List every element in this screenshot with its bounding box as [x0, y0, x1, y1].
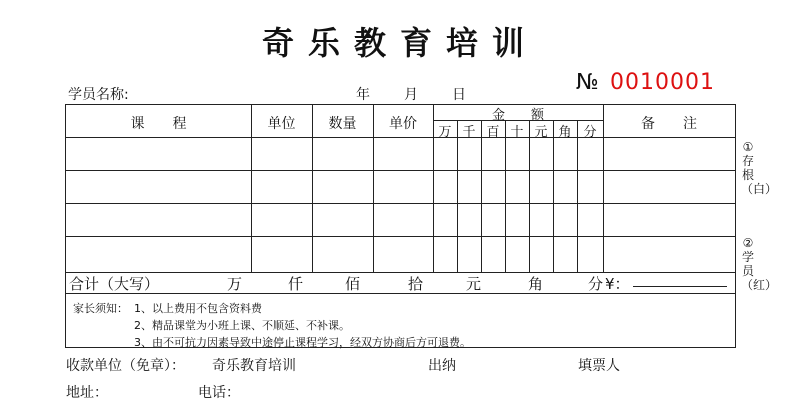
total-top-line — [66, 272, 735, 273]
header-remark: 备 注 — [641, 116, 697, 132]
total-yen-label: ¥： — [605, 275, 630, 293]
payee-label: 收款单位（免章）： — [66, 358, 185, 374]
digit-line-5 — [553, 120, 554, 272]
cashier-label: 出纳 — [428, 358, 456, 374]
student-name-label: 学员名称: — [68, 87, 129, 103]
row-line-1 — [66, 170, 735, 171]
notes-title: 家长须知： — [73, 302, 128, 315]
phone-label: 电话： — [198, 385, 240, 401]
side-label-student: ②学员（红） — [741, 236, 778, 292]
header-bottom-line — [66, 137, 735, 138]
total-unit-qian: 仟 — [288, 275, 304, 293]
total-unit-bai: 佰 — [345, 275, 361, 293]
total-unit-shi: 拾 — [408, 275, 424, 293]
digit-wan: 万 — [438, 125, 452, 140]
note-item-1: 1、以上费用不包含资料费 — [134, 302, 262, 315]
note-item-2: 2、精品课堂为小班上课、不顺延、不补课。 — [134, 319, 350, 332]
total-uppercase-label: 合计（大写） — [69, 275, 160, 293]
header-quantity: 数量 — [328, 116, 357, 132]
date-day-label: 日 — [452, 87, 466, 103]
total-unit-jiao: 角 — [528, 275, 544, 293]
row-line-2 — [66, 203, 735, 204]
receipt-table — [65, 104, 736, 294]
digit-line-3 — [505, 120, 506, 272]
total-unit-yuan: 元 — [466, 275, 482, 293]
payee-value: 奇乐教育培训 — [212, 358, 296, 374]
receipt-title: 奇乐教育培训 — [261, 24, 538, 62]
total-unit-fen: 分 — [588, 275, 604, 293]
date-year-label: 年 — [356, 87, 370, 103]
digit-yuan: 元 — [534, 125, 548, 140]
digit-line-4 — [529, 120, 530, 272]
digit-line-2 — [481, 120, 482, 272]
digit-line-1 — [457, 120, 458, 272]
header-course: 课 程 — [130, 116, 187, 132]
digit-line-6 — [577, 120, 578, 272]
serial-number-symbol: № — [576, 70, 599, 95]
address-label: 地址： — [66, 385, 108, 401]
header-amount: 金 额 — [491, 108, 544, 123]
date-month-label: 月 — [404, 87, 418, 103]
header-price: 单价 — [389, 116, 417, 132]
side-label-stub: ①存根（白） — [741, 140, 778, 196]
filler-label: 填票人 — [578, 358, 620, 374]
digit-shi: 十 — [510, 125, 524, 140]
row-line-3 — [66, 236, 735, 237]
digit-jiao: 角 — [558, 125, 572, 140]
total-amount-line — [633, 286, 727, 287]
serial-number: 0010001 — [610, 70, 715, 95]
header-unit: 单位 — [267, 116, 296, 132]
note-item-3: 3、由不可抗力因素导致中途停止课程学习，经双方协商后方可退费。 — [134, 336, 471, 349]
total-unit-wan: 万 — [227, 275, 243, 293]
digit-fen: 分 — [583, 125, 597, 140]
digit-qian: 千 — [462, 125, 476, 140]
digit-bai: 百 — [486, 125, 500, 140]
